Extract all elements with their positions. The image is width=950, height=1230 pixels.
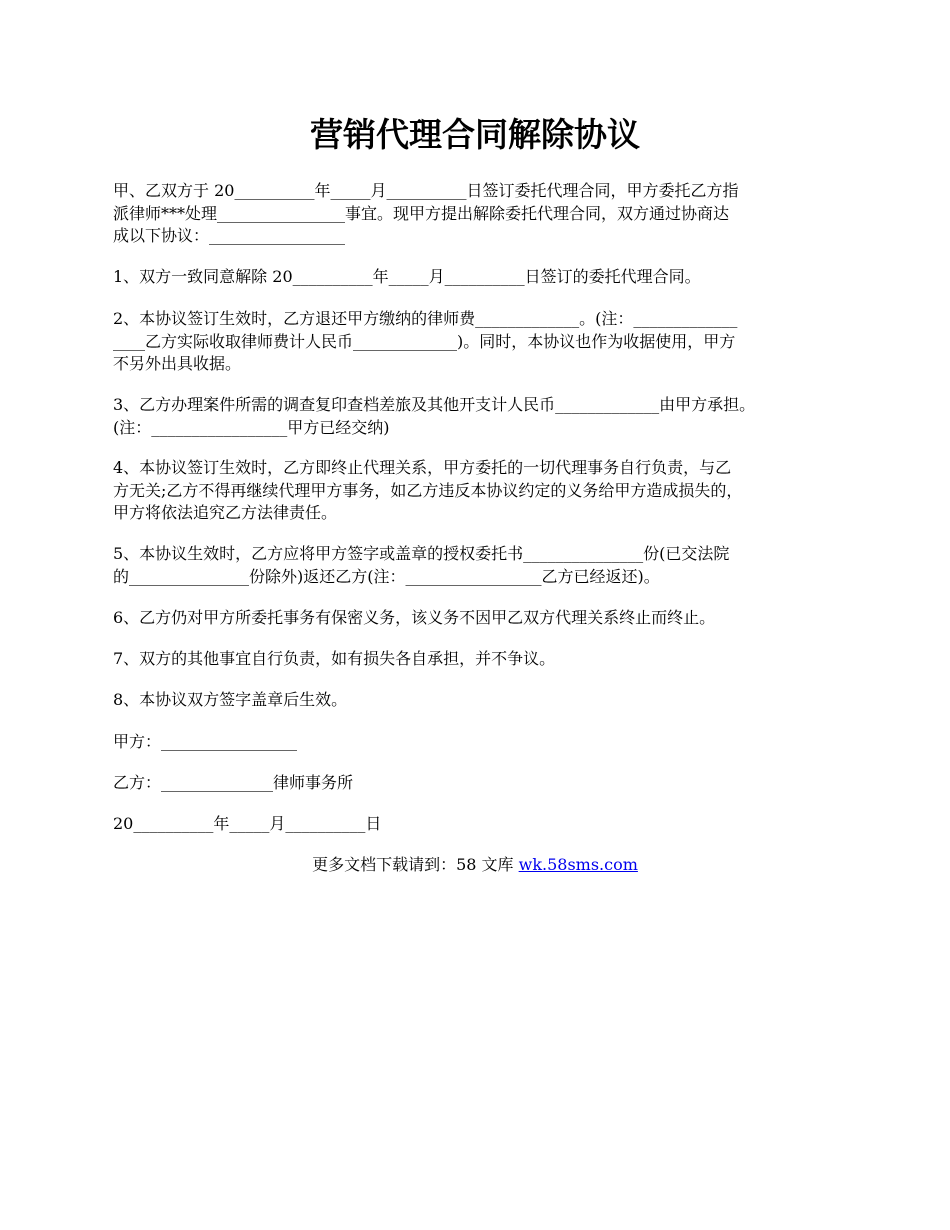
clause-line: 6、乙方仍对甲方所委托事务有保密义务，该义务不因甲乙双方代理关系终止而终止。 — [113, 608, 716, 627]
clause-line: 4、本协议签订生效时，乙方即终止代理关系，甲方委托的一切代理事务自行负责，与乙 — [113, 458, 732, 477]
date-line: 20__________年_____月__________日 — [113, 814, 382, 833]
clause-3 — [113, 394, 853, 439]
party-b-signature — [113, 772, 853, 795]
clause-5 — [113, 543, 853, 588]
clause-line: ____乙方实际收取律师费计人民币_____________)。同时，本协议也作为收据使用，甲方 — [113, 331, 736, 351]
party-a-line: 甲方：_________________ — [113, 732, 298, 751]
clause-line: 7、双方的其他事宜自行负责，如有损失各自承担，并不争议。 — [113, 649, 556, 668]
clause-line: 8、本协议双方签字盖章后生效。 — [113, 690, 348, 709]
clause-8 — [113, 689, 853, 712]
clause-line: 甲方将依法追究乙方法律责任。 — [113, 503, 338, 522]
clause-4 — [113, 457, 853, 525]
clause-line: 方无关;乙方不得再继续代理甲方事务，如乙方违反本协议约定的义务给甲方造成损失的， — [113, 480, 743, 500]
clause-line: 2、本协议签订生效时，乙方退还甲方缴纳的律师费_____________。(注：_____________ — [113, 309, 738, 328]
party-a-signature — [113, 731, 853, 754]
intro-line: 派律师***处理________________事宜。现甲方提出解除委托代理合同，双方通过协商达 — [113, 203, 730, 223]
clause-2 — [113, 308, 853, 376]
intro-paragraph — [113, 180, 853, 248]
clause-line: 5、本协议生效时，乙方应将甲方签字或盖章的授权委托书_______________份(已交法院 — [113, 544, 730, 563]
footer — [0, 854, 950, 876]
clause-6 — [113, 607, 853, 630]
footer-text: 更多文档下载请到：58 文库 — [312, 855, 519, 874]
clause-line: 3、乙方办理案件所需的调查复印查档差旅及其他开支计人民币_____________由甲方承担。 — [113, 395, 756, 414]
signing-date — [113, 813, 853, 836]
clause-line: 不另外出具收据。 — [113, 354, 242, 373]
footer-link[interactable]: wk.58sms.com — [518, 855, 638, 874]
document-title: 营销代理合同解除协议 — [310, 115, 640, 154]
clause-line: 的_______________份除外)返还乙方(注：_________________乙方已经返还)。 — [113, 566, 660, 586]
intro-line: 成以下协议：_________________ — [113, 226, 346, 245]
clause-1 — [113, 266, 853, 289]
clause-line: 1、双方一致同意解除 20__________年_____月__________日签订的委托代理合同。 — [113, 267, 701, 286]
clause-7 — [113, 648, 853, 671]
party-b-line: 乙方：______________律师事务所 — [113, 773, 354, 792]
intro-line: 甲、乙双方于 20__________年_____月__________日签订委托代理合同，甲方委托乙方指 — [113, 181, 739, 200]
clause-line: (注：_________________甲方已经交纳) — [113, 417, 390, 437]
